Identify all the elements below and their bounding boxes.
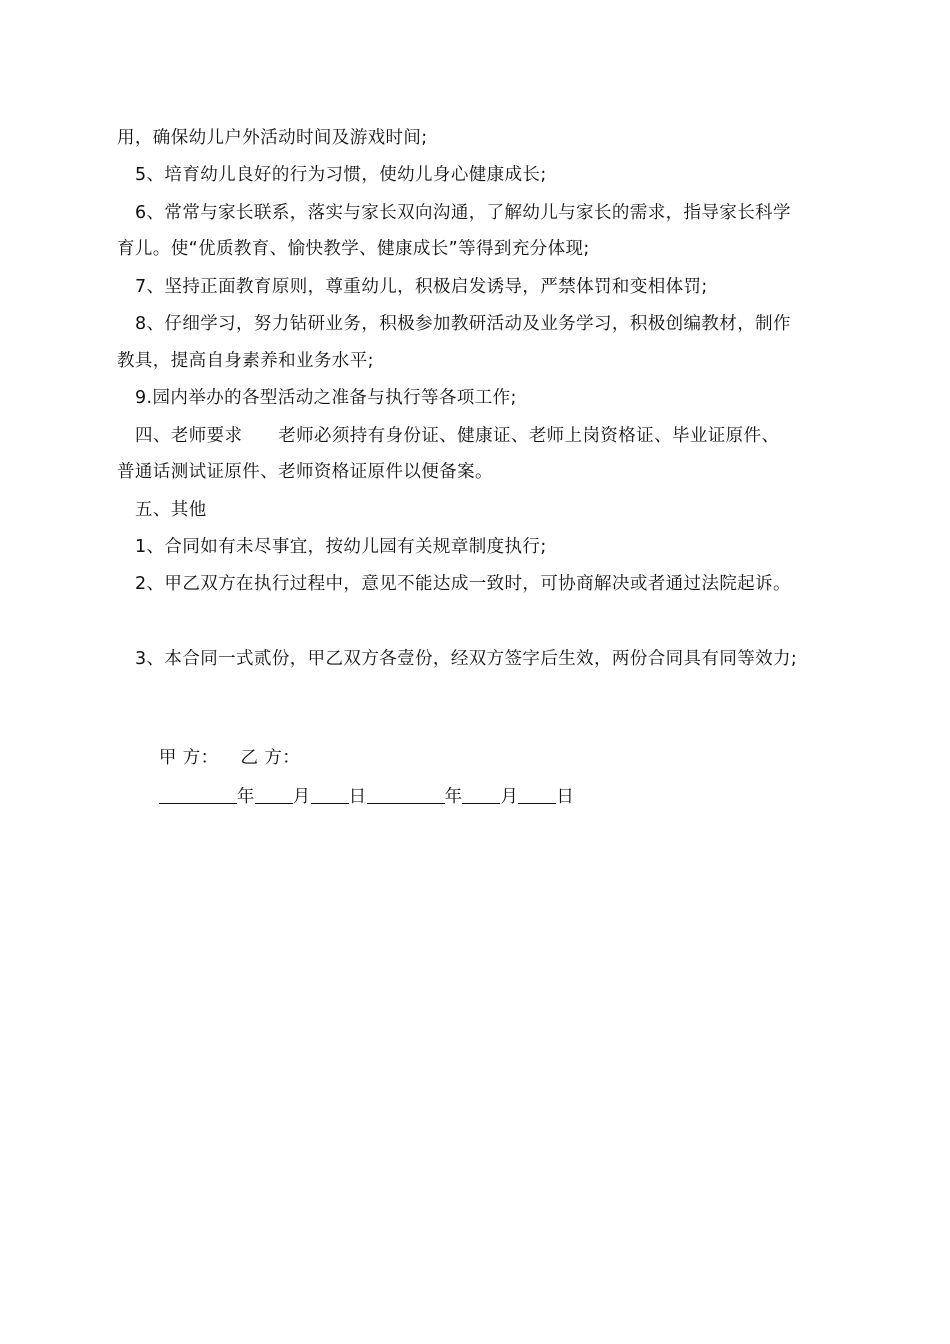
list-item-9: 9.园内举办的各型活动之准备与执行等各项工作; (135, 388, 517, 408)
month-label: 月 (500, 787, 519, 807)
month-label: 月 (292, 787, 311, 807)
month-blank-a[interactable] (255, 783, 293, 804)
list-item-6: 6、常常与家长联系，落实与家长双向沟通，了解幼儿与家长的需求，指导家长科学 (135, 203, 791, 223)
day-blank-a[interactable] (311, 783, 349, 804)
section-4-teacher-requirements: 四、老师要求 老师必须持有身份证、健康证、老师上岗资格证、毕业证原件、 (135, 426, 780, 446)
body-line: 育儿。使“优质教育、愉快教学、健康成长”等得到充分体现; (117, 239, 590, 259)
list-item-7: 7、坚持正面教育原则，尊重幼儿，积极启发诱导，严禁体罚和变相体罚; (135, 277, 708, 297)
body-line: 用，确保幼儿户外活动时间及游戏时间; (117, 128, 428, 148)
list-item-2: 2、甲乙双方在执行过程中，意见不能达成一致时，可协商解决或者通过法院起诉。 (135, 574, 791, 594)
year-blank-a[interactable] (159, 783, 237, 804)
body-line: 普通话测试证原件、老师资格证原件以便备案。 (117, 462, 493, 482)
year-label: 年 (444, 787, 463, 807)
section-5-heading: 五、其他 (135, 500, 207, 520)
list-item-3: 3、本合同一式贰份，甲乙双方各壹份，经双方签字后生效，两份合同具有同等效力; (135, 649, 798, 669)
list-item-5: 5、培育幼儿良好的行为习惯，使幼儿身心健康成长; (135, 165, 547, 185)
month-blank-b[interactable] (462, 783, 500, 804)
day-blank-b[interactable] (518, 783, 556, 804)
party-b-label: 乙 方： (240, 748, 301, 768)
day-label: 日 (348, 787, 367, 807)
year-label: 年 (236, 787, 255, 807)
list-item-8: 8、仔细学习，努力钻研业务，积极参加教研活动及业务学习，积极创编教材，制作 (135, 314, 791, 334)
party-a-label: 甲 方： (158, 748, 219, 768)
body-line: 教具，提高自身素养和业务水平; (117, 351, 374, 371)
day-label: 日 (556, 787, 575, 807)
year-blank-b[interactable] (367, 783, 445, 804)
list-item-1: 1、合同如有未尽事宜，按幼儿园有关规章制度执行; (135, 537, 547, 557)
date-line (135, 759, 574, 833)
